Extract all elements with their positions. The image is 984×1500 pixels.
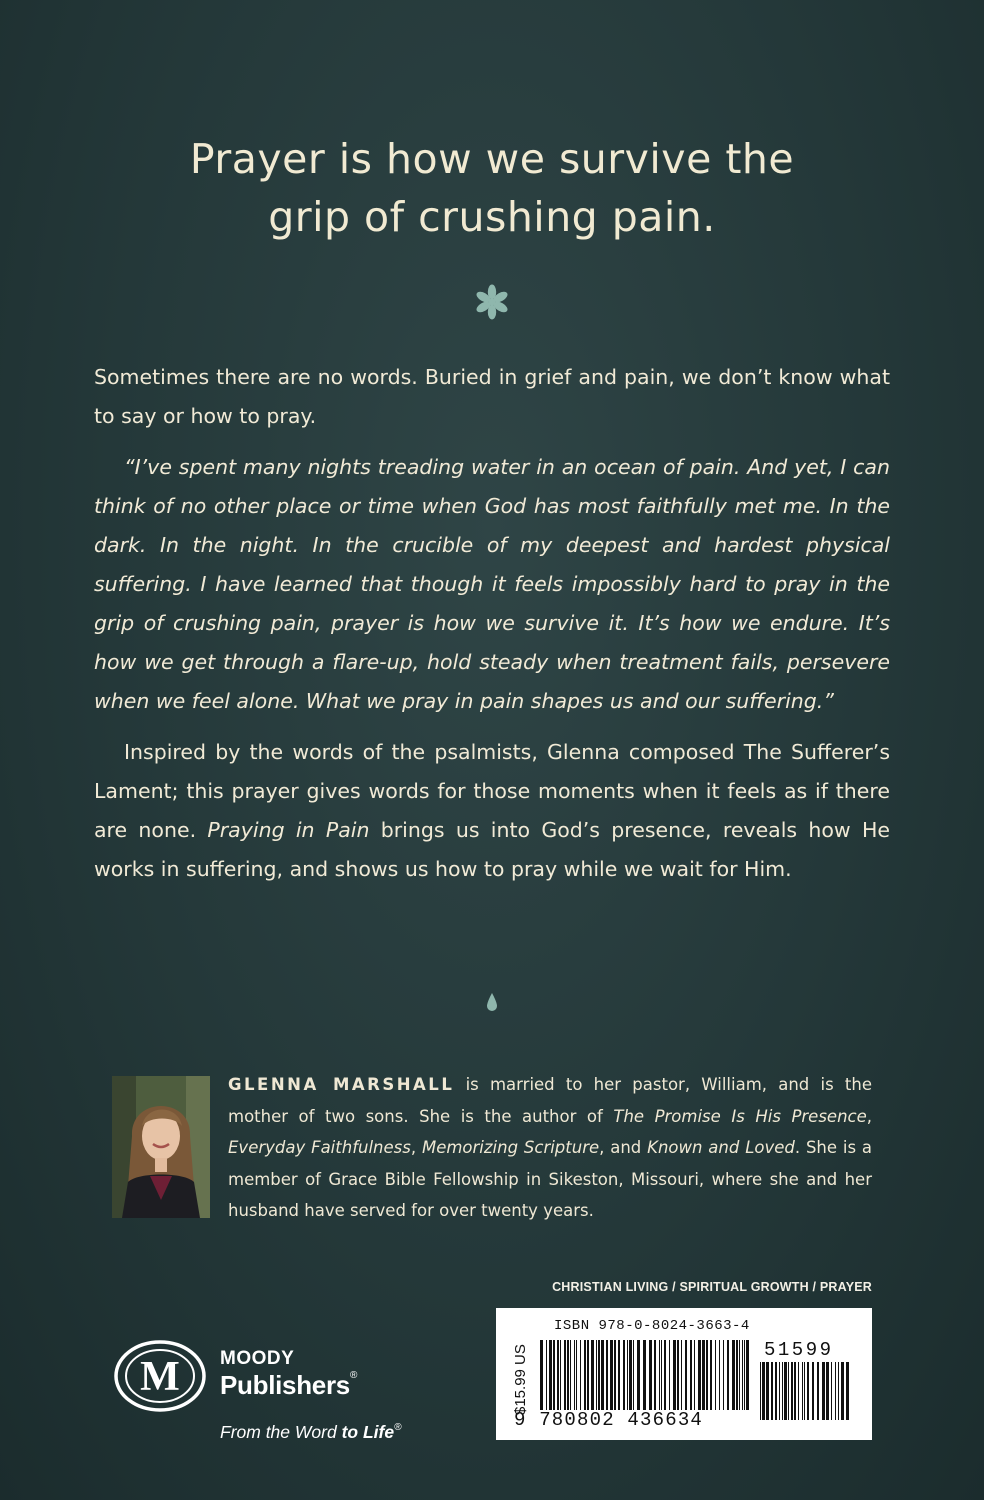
barcode-bar [601,1340,604,1410]
barcode-bar [794,1362,796,1420]
barcode-bar [664,1340,666,1410]
barcode-bar [557,1340,559,1410]
tagline-mark: ® [394,1422,402,1433]
author-quote: “I’ve spent many nights treading water in an ocean of pain. And yet, I can think of no other place or time when God has most faithfully met me. In the dark. In the night. In the crucible of my deepest and hardest physical suffering. I have learned that though it feels impossibly hard to pray in the grip of crushing pain, prayer is how we survive it. It’s how we endure. It’s how we get through a flare-up, hold steady when treatment fails, persevere when we feel alone. What we pray in pain shapes us and our suffering.” [94,455,890,713]
isbn-barcode [540,1340,750,1410]
barcode-bar [677,1340,679,1410]
barcode-bar [762,1362,765,1420]
barcode-bar [739,1340,740,1410]
barcode-bar [715,1340,716,1410]
barcode-bar [564,1340,566,1410]
isbn-label: ISBN 978-0-8024-3663-4 [554,1318,750,1334]
barcode-bar [807,1362,809,1420]
barcode-bar [661,1340,662,1410]
flower-icon [474,284,510,320]
price-code-digits: 51599 [764,1339,834,1361]
separator-2: , [410,1138,422,1157]
barcode-bar [643,1340,646,1410]
barcode-bar [838,1362,839,1420]
barcode-bar [576,1340,577,1410]
publisher-name-top: MOODY [220,1348,295,1369]
barcode-bar [760,1362,761,1420]
publisher-name-bottom [220,1370,357,1401]
barcode-bar [669,1340,670,1410]
barcode-bar [846,1362,849,1420]
barcode-bar [744,1340,745,1410]
barcode-bar [831,1362,832,1420]
barcode-bar [574,1340,575,1410]
headline [80,130,904,246]
publisher-tagline [220,1422,401,1443]
description-text-1: Inspired by the words of the psalmists, Glenna composed The Sufferer’s Lament; this prayer gives words for those moments when it feels as if there are none. [94,740,890,842]
barcode-bar [633,1340,634,1410]
book-title-1: The Promise Is His Presence [613,1106,867,1126]
barcode-bar [587,1340,589,1410]
barcode-bar [732,1340,735,1410]
barcode-bar [694,1340,695,1410]
barcode-bar [610,1340,613,1410]
barcode-bar [723,1340,724,1410]
barcode-bar [606,1340,608,1410]
barcode-bar [690,1340,692,1410]
barcode-bar [681,1340,682,1410]
barcode-bar [817,1362,819,1420]
author-name: GLENNA MARSHALL [228,1075,455,1094]
price-label: $15.99 US [512,1344,529,1416]
barcode-bar [584,1340,586,1410]
barcode-bar [812,1362,814,1420]
separator-1: , [866,1106,873,1126]
headline-line-2: grip of crushing pain. [268,193,716,241]
bio-text-1: is married to her pastor, William, and is the mother of two sons. She is the author of [228,1075,872,1126]
barcode-bar [788,1362,789,1420]
barcode-bar [614,1340,616,1410]
barcode-bar [596,1340,597,1410]
barcode-bar [742,1340,743,1410]
barcode-bar [637,1340,640,1410]
barcode-bar [841,1362,844,1420]
barcode-bar [570,1340,571,1410]
barcode-bar [835,1362,836,1420]
barcode-bar [560,1340,561,1410]
barcode-bar [598,1340,600,1410]
barcode-bar [540,1340,543,1410]
barcode-bar [706,1340,708,1410]
barcode-bar [771,1362,773,1420]
barcode-bar [822,1362,825,1420]
publisher-name-text: Publishers [220,1370,350,1400]
barcode-bar [710,1340,712,1410]
category-label: CHRISTIAN LIVING / SPIRITUAL GROWTH / PRAYER [552,1280,872,1294]
barcode-bar [804,1362,805,1420]
book-title: Praying in Pain [207,818,370,842]
tagline-text-2: to Life [341,1422,395,1442]
barcode-bar [782,1362,783,1420]
drop-icon [486,992,498,1012]
intro-paragraph: Sometimes there are no words. Buried in grief and pain, we don’t know what to say or how to pray. [94,365,890,428]
barcode-bar [798,1362,799,1420]
barcode-bar [826,1362,829,1420]
barcode-bar [784,1362,787,1420]
barcode-bar [685,1340,687,1410]
barcode-bar [591,1340,594,1410]
price-barcode [760,1362,852,1420]
separator-3: , and [599,1138,648,1157]
moody-logo-icon [114,1340,206,1412]
barcode-bar [629,1340,632,1410]
barcode-bar [802,1362,803,1420]
book-title-3: Memorizing Scripture [421,1138,600,1157]
logo-letter: M [140,1354,180,1400]
barcode-bar [553,1340,555,1410]
barcode-bar [791,1362,793,1420]
barcode-bar [766,1362,769,1420]
barcode-bar [736,1340,738,1410]
bio-text-2: . She is a member of Grace Bible Fellowship in Sikeston, Missouri, where she and her husband have served for over twenty years. [228,1138,873,1220]
tagline-text-1: From the Word [220,1422,342,1442]
book-title-4: Known and Loved [647,1138,795,1157]
barcode-bar [779,1362,780,1420]
barcode-bar [623,1340,625,1410]
author-bio [228,1069,872,1227]
barcode-bar [673,1340,676,1410]
barcode-bar [618,1340,620,1410]
barcode-bar [719,1340,720,1410]
ean-digits: 9 780802 436634 [514,1409,704,1431]
barcode-bar [775,1362,777,1420]
description-text-2: brings us into God’s presence, reveals how He works in suffering, and shows us how to pray while we wait for Him. [94,818,891,881]
barcode-bar [549,1340,552,1410]
book-description [94,358,890,901]
barcode-bar [654,1340,656,1410]
barcode-bar [702,1340,705,1410]
barcode-bar [698,1340,701,1410]
barcode-bar [627,1340,628,1410]
barcode-bar [580,1340,581,1410]
barcode-bar [649,1340,652,1410]
barcode-bar [546,1340,547,1410]
headline-line-1: Prayer is how we survive the [189,135,795,183]
barcode-bar [746,1340,749,1410]
barcode-bar [727,1340,729,1410]
barcode-bar [567,1340,569,1410]
book-title-2: Everyday Faithfulness [228,1138,411,1157]
barcode-bar [659,1340,660,1410]
registered-mark: ® [349,1370,358,1381]
author-photo [112,1076,210,1218]
description-paragraph [94,733,890,889]
